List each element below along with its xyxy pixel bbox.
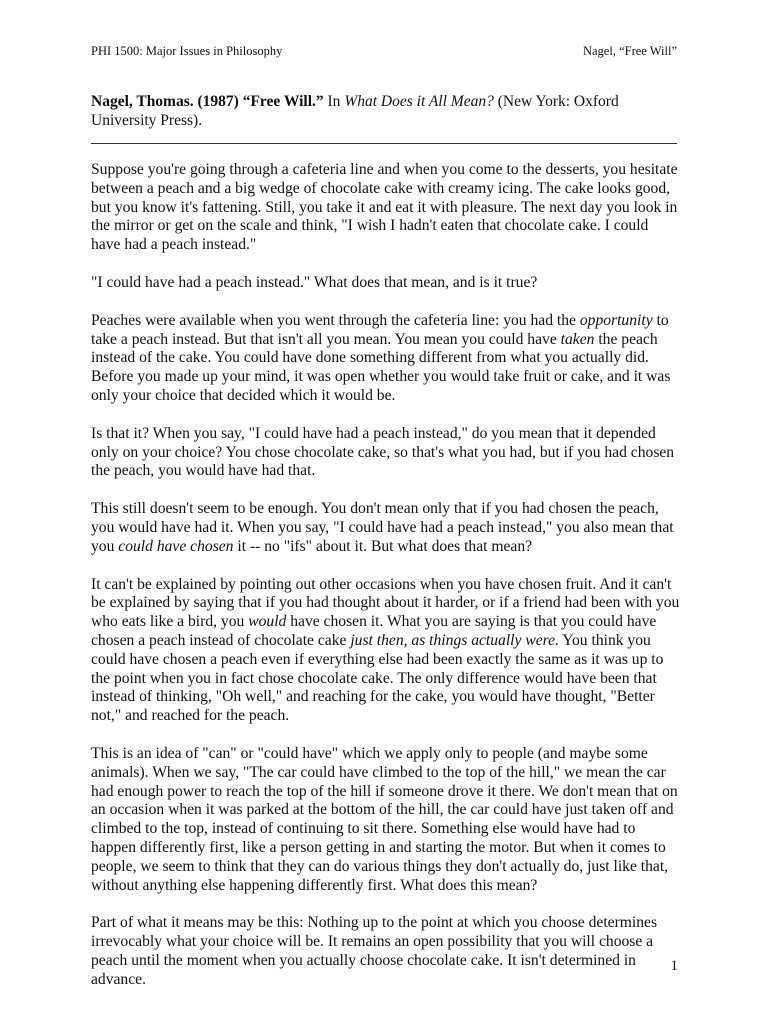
paragraph-1: Suppose you're going through a cafeteria line and when you come to the desserts, you hesitate between a peach and a big wedge of chocolate cake with creamy icing. The cake looks good, but you know it's fattening. Still, you take it and eat it with pleasure. The next day you look in the mirror or get on the scale and think, "I wish I hadn't eaten that chocolate cake. I could have had a peach instead."	[91, 161, 678, 254]
paragraph-6	[91, 576, 681, 726]
body-text	[91, 161, 681, 1008]
citation-in: In	[323, 93, 345, 110]
divider	[91, 143, 677, 144]
short-title: Nagel, “Free Will”	[582, 44, 677, 58]
course-title: PHI 1500: Major Issues in Philosophy	[91, 44, 283, 58]
paragraph-3	[91, 312, 681, 406]
paragraph-4: Is that it? When you say, "I could have had a peach instead," do you mean that it depended only on your choice? You chose chocolate cake, so that's what you had, but if you had chosen the peach, you would have had that.	[91, 424, 675, 480]
emphasis: could have chosen	[118, 537, 234, 555]
running-header	[91, 44, 677, 62]
text-run: It can't be explained by pointing out other occasions when you have chosen fruit. And it can't be explained by saying that if you had thought about it harder, or if a friend had been with you who eats like a bird, you	[91, 575, 680, 631]
paragraph-2: "I could have had a peach instead." What does that mean, and is it true?	[91, 273, 538, 291]
text-run: Peaches were available when you went through the cafeteria line: you had the	[91, 311, 580, 329]
emphasis: opportunity	[579, 311, 653, 329]
citation-book: What Does it All Mean?	[344, 93, 494, 110]
text-run: to take a peach instead. But that isn't all you mean. You mean you could have	[91, 311, 669, 348]
citation-publisher: (New York: Oxford University Press).	[91, 93, 619, 129]
paragraph-5	[91, 500, 681, 556]
text-run: have chosen it. What you are saying is that you could have chosen a peach instead of chocolate cake	[91, 613, 657, 649]
text-run: This still doesn't seem to be enough. You don't mean only that if you had chosen the peach, you would have had it. When you say, "I could have had a peach instead," you also mean that you	[91, 500, 674, 555]
text-run: it -- no "ifs" about it. But what does that mean?	[233, 537, 533, 555]
page-number: 1	[670, 958, 678, 974]
text-run: You think you could have chosen a peach even if everything else had been exactly the same as it was up to the point when you in fact chose chocolate cake. The only difference would have been that instead of thinking, "Oh well," and reaching for the cake, you would have thought, "Better not," and reached for the peach.	[91, 631, 664, 725]
paragraph-7: This is an idea of "can" or "could have" which we apply only to people (and maybe some animals). When we say, "The car could have climbed to the top of the hill," we mean the car had enough power to reach the top of the hill if someone drove it there. We don't mean that on an occasion when it was parked at the bottom of the hill, the car could have just taken off and climbed to the top, instead of continuing to sit there. Something else would have had to happen differently first, like a person getting in and starting the motor. But when it comes to people, we seem to think that they can do various things they don't actually do, just like that, without anything else happening differently first. What does this mean?	[91, 744, 678, 894]
text-run: the peach instead of the cake. You could have done something different from what you actually did. Before you made up your mind, it was open whether you would take fruit or cake, and it was only your choice that decided which it would be.	[91, 330, 671, 404]
citation-author-title: Nagel, Thomas. (1987) “Free Will.”	[91, 93, 324, 110]
paragraph-8: Part of what it means may be this: Nothing up to the point at which you choose determines irrevocably what your choice will be. It remains an open possibility that you will choose a peach until the moment when you actually choose chocolate cake. It isn't determined in advance.	[91, 914, 658, 988]
emphasis: would	[248, 613, 287, 631]
emphasis: taken	[560, 330, 595, 348]
citation	[91, 92, 681, 130]
emphasis: just then, as things actually were.	[350, 631, 559, 649]
